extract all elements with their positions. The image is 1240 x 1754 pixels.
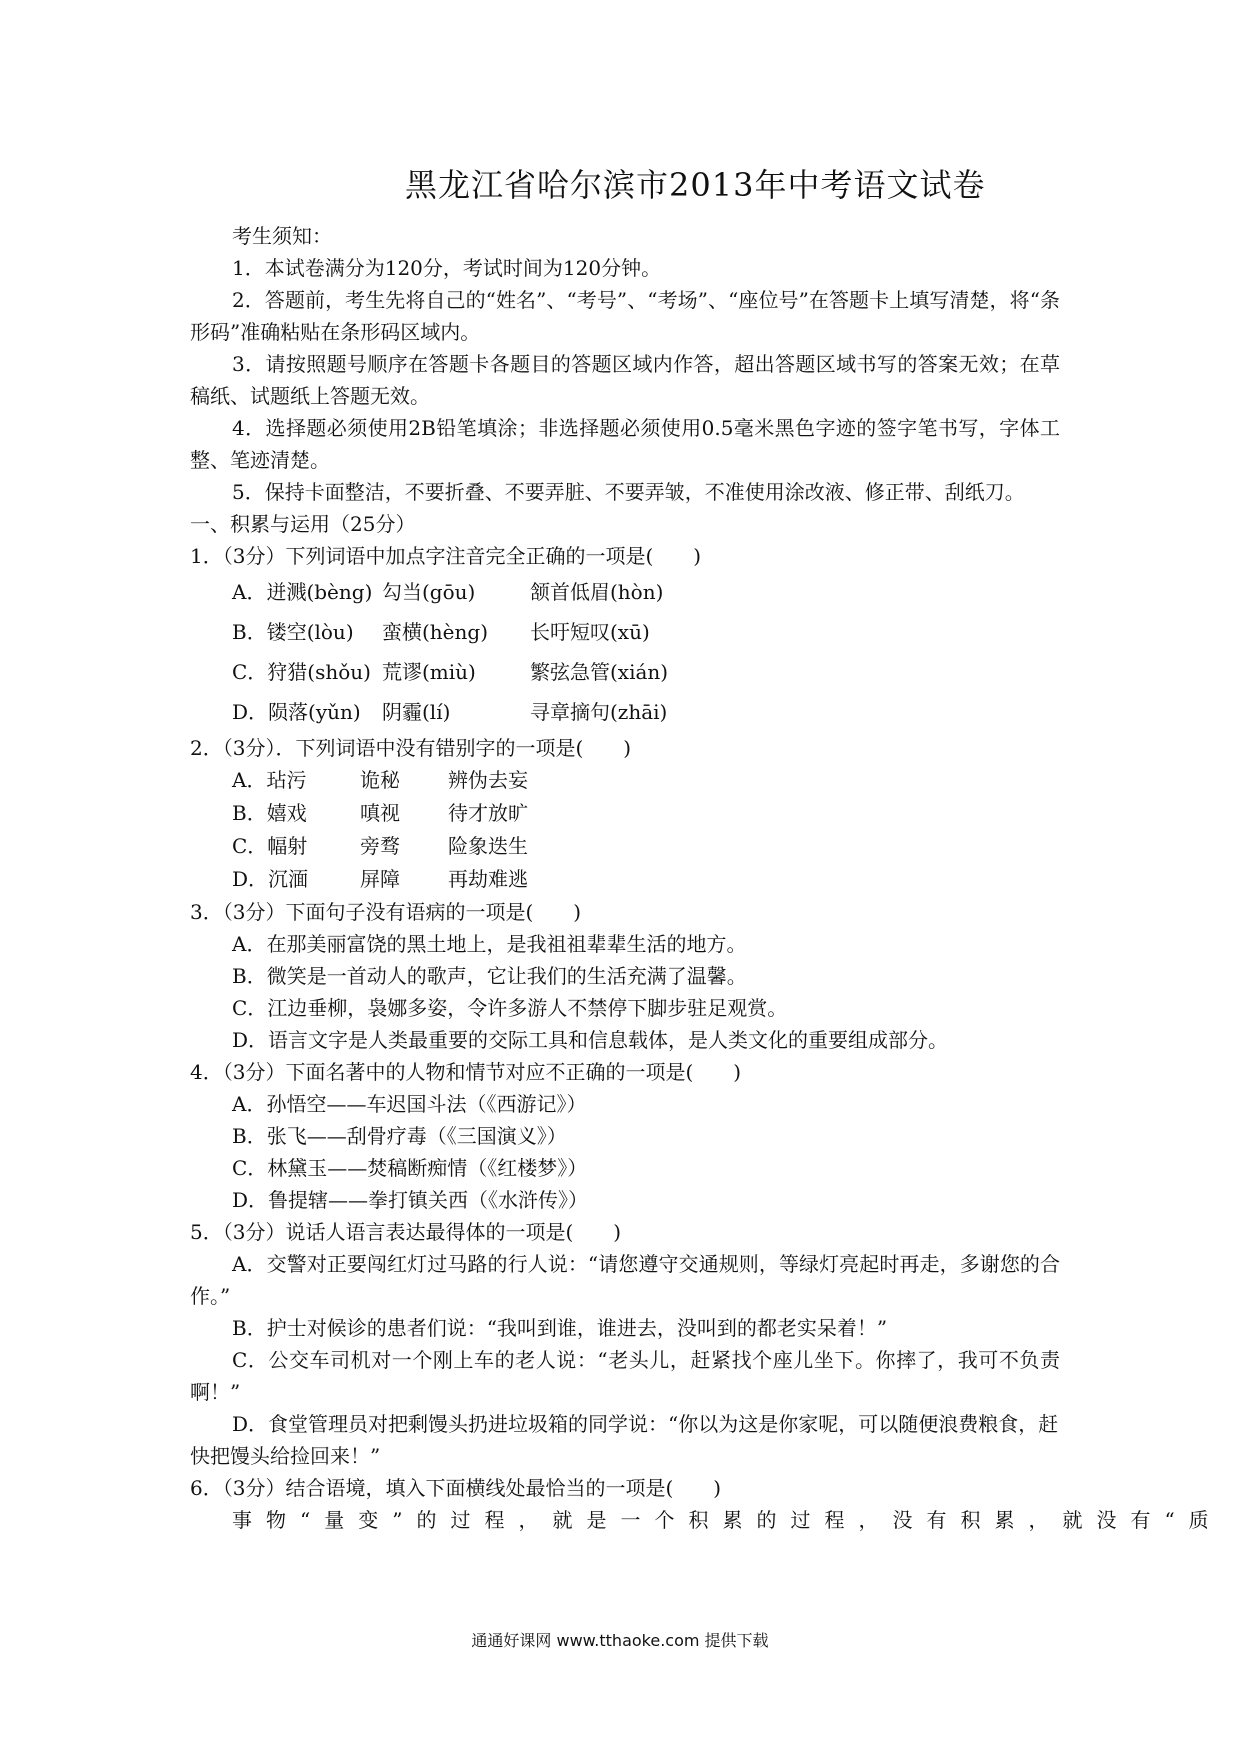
notice-item-5: 5．保持卡面整洁，不要折叠、不要弄脏、不要弄皱，不准使用涂改液、修正带、刮纸刀。 — [232, 480, 1025, 504]
option-word: A．玷污 — [232, 768, 307, 792]
page-title: 黑龙江省哈尔滨市2013年中考语文试卷 — [405, 166, 986, 204]
option-word: 阴霾(lí) — [382, 700, 451, 724]
option-word: C．狩猎(shǒu) — [232, 660, 371, 684]
question-3-stem: 3．（3分）下面句子没有语病的一项是( ) — [190, 900, 582, 924]
question-2-stem: 2．（3分）．下列词语中没有错别字的一项是( ) — [190, 736, 632, 760]
question-2-option-d — [190, 863, 1060, 896]
option-word: 繁弦急管(xián) — [530, 660, 669, 684]
option-word: 勾当(gōu) — [382, 580, 476, 604]
option-word: 屏障 — [360, 867, 400, 891]
question-6-stem: 6．（3分）结合语境，填入下面横线处最恰当的一项是( ) — [190, 1476, 722, 1500]
question-3-option-c: C．江边垂柳，袅娜多姿，令许多游人不禁停下脚步驻足观赏。 — [232, 996, 788, 1020]
option-word: 寻章摘句(zhāi) — [530, 700, 668, 724]
option-word: 再劫难逃 — [448, 867, 528, 891]
question-6-passage: 事物“量变”的过程，就是一个积累的过程，没有积累，就没有“质 — [232, 1508, 1223, 1532]
option-word: C．幅射 — [232, 834, 308, 858]
option-word: 诡秘 — [360, 768, 400, 792]
option-word: 待才放旷 — [448, 801, 528, 825]
question-4-option-d: D．鲁提辖——拳打镇关西（《水浒传》） — [232, 1188, 589, 1212]
question-3-option-b: B．微笑是一首动人的歌声，它让我们的生活充满了温馨。 — [232, 964, 747, 988]
page-footer: 通通好课网 www.tthaoke.com 提供下载 — [471, 1631, 769, 1650]
option-word: 险象迭生 — [448, 834, 528, 858]
notice-item-1: 1．本试卷满分为120分，考试时间为120分钟。 — [232, 256, 662, 280]
question-1-option-b — [190, 612, 1060, 652]
question-4-option-b: B．张飞——刮骨疗毒（《三国演义》） — [232, 1124, 567, 1148]
question-5-stem: 5．（3分）说话人语言表达最得体的一项是( ) — [190, 1220, 622, 1244]
option-word: A．迸溅(bèng) — [232, 580, 373, 604]
option-word: 嗔视 — [360, 801, 400, 825]
option-word: B．嬉戏 — [232, 801, 307, 825]
option-word: 旁骛 — [360, 834, 400, 858]
option-word: D．沉湎 — [232, 867, 309, 891]
question-1-option-a — [190, 572, 1060, 612]
notice-item-4: 4．选择题必须使用2B铅笔填涂；非选择题必须使用0.5毫米黑色字迹的签字笔书写，字体工整、笔迹清楚。 — [190, 416, 1060, 472]
exam-body — [190, 220, 1223, 1536]
option-word: D．陨落(yǔn) — [232, 700, 361, 724]
question-2-option-b — [190, 797, 1060, 830]
notice-heading: 考生须知： — [232, 224, 332, 248]
question-4-option-c: C．林黛玉——焚稿断痴情（《红楼梦》） — [232, 1156, 588, 1180]
option-word: 辨伪去妄 — [448, 768, 528, 792]
question-2-option-c — [190, 830, 1060, 863]
option-word: B．镂空(lòu) — [232, 620, 354, 644]
question-5-option-b: B．护士对候诊的患者们说：“我叫到谁，谁进去，没叫到的都老实呆着！” — [232, 1316, 888, 1340]
question-5-option-a: A．交警对正要闯红灯过马路的行人说：“请您遵守交通规则，等绿灯亮起时再走，多谢您的合作。” — [190, 1252, 1060, 1308]
option-word: 颔首低眉(hòn) — [530, 580, 664, 604]
question-2-option-a — [190, 764, 1060, 797]
question-4-stem: 4．（3分）下面名著中的人物和情节对应不正确的一项是( ) — [190, 1060, 742, 1084]
option-word: 长吁短叹(xū) — [530, 620, 650, 644]
notice-item-2: 2．答题前，考生先将自己的“姓名”、“考号”、“考场”、“座位号”在答题卡上填写清楚，将“条形码”准确粘贴在条形码区域内。 — [190, 288, 1060, 344]
section-heading: 一、积累与运用（25分） — [190, 512, 416, 536]
question-4-option-a: A．孙悟空——车迟国斗法（《西游记》） — [232, 1092, 587, 1116]
question-1-option-d — [190, 692, 1060, 732]
question-3-option-d: D．语言文字是人类最重要的交际工具和信息载体，是人类文化的重要组成部分。 — [232, 1028, 949, 1052]
notice-item-3: 3．请按照题号顺序在答题卡各题目的答题区域内作答，超出答题区域书写的答案无效；在草稿纸、试题纸上答题无效。 — [190, 352, 1060, 408]
option-word: 蛮横(hèng) — [382, 620, 489, 644]
question-5-option-d: D．食堂管理员对把剩馒头扔进垃圾箱的同学说：“你以为这是你家呢，可以随便浪费粮食，赶快把馒头给捡回来！” — [190, 1412, 1059, 1468]
option-word: 荒谬(miù) — [382, 660, 476, 684]
question-5-option-c: C．公交车司机对一个刚上车的老人说：“老头儿，赶紧找个座儿坐下。你摔了，我可不负责啊！” — [190, 1348, 1060, 1404]
question-3-option-a: A．在那美丽富饶的黑土地上，是我祖祖辈辈生活的地方。 — [232, 932, 747, 956]
question-1-stem: 1．（3分）下列词语中加点字注音完全正确的一项是( ) — [190, 544, 702, 568]
question-1-option-c — [190, 652, 1060, 692]
